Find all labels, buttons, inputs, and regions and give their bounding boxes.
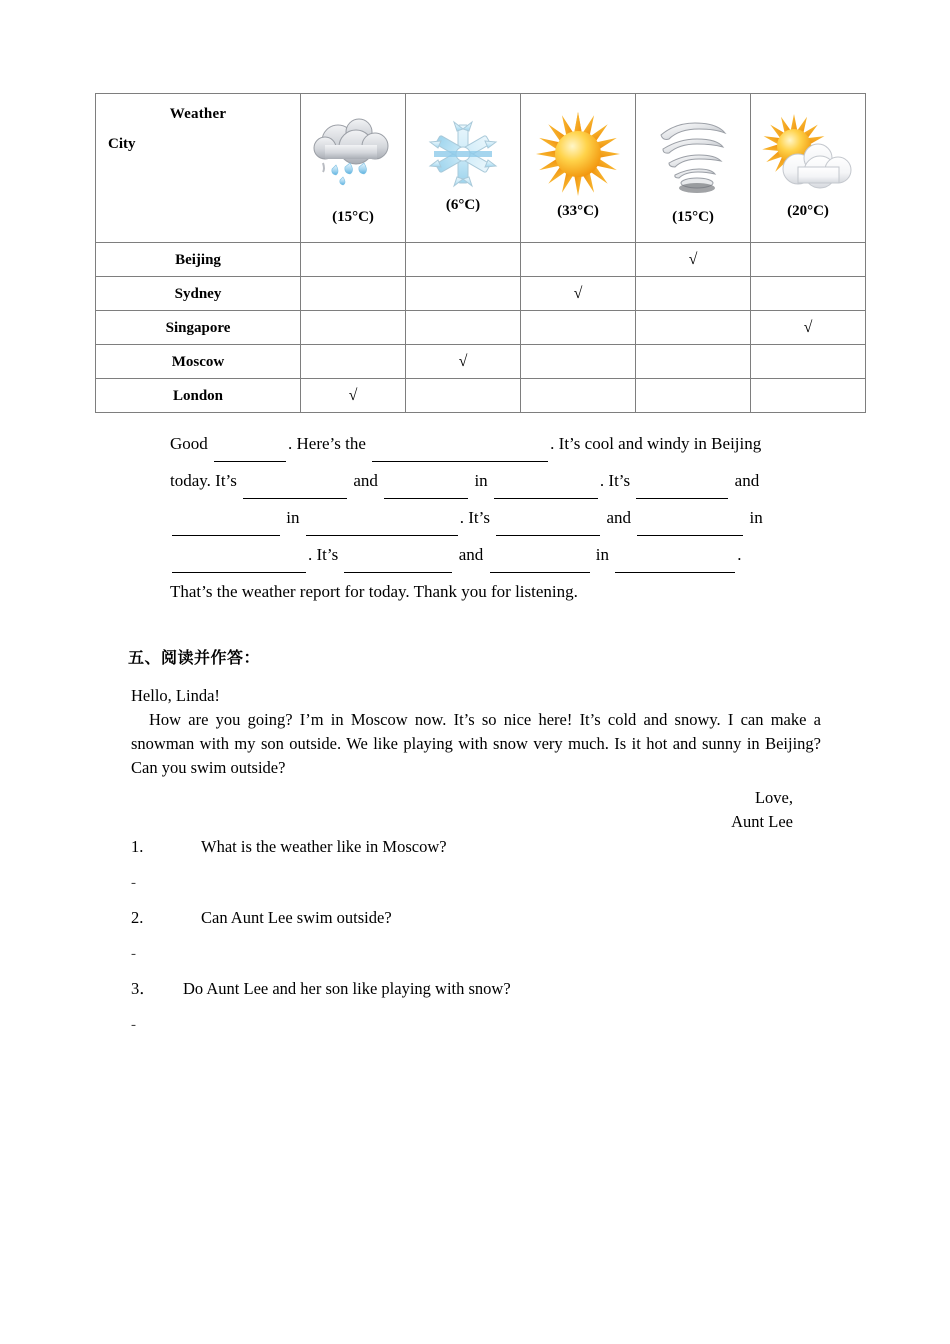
mark-cell-rain[interactable] <box>301 379 406 413</box>
answer-line-3[interactable]: - <box>131 1017 136 1033</box>
blank-field[interactable] <box>636 483 728 499</box>
check-mark: √ <box>458 352 468 370</box>
city-name-cell <box>96 345 301 379</box>
city-label: Sydney <box>174 285 222 302</box>
question-text: What is the weather like in Moscow? <box>201 837 447 856</box>
blank-field[interactable] <box>172 520 280 536</box>
cloze-text: . It’s <box>308 545 339 564</box>
answer-line-1[interactable]: - <box>131 875 136 891</box>
question-text: Do Aunt Lee and her son like playing with snow? <box>183 979 511 998</box>
weather-column-snow <box>406 94 521 243</box>
mark-cell-wind[interactable] <box>636 345 751 379</box>
letter-signoff: Love, <box>754 788 793 807</box>
mark-cell-snow[interactable] <box>406 345 521 379</box>
mark-cell-sun-cloud[interactable] <box>751 345 866 379</box>
mark-cell-snow[interactable] <box>406 311 521 345</box>
mark-cell-sun-cloud[interactable] <box>751 243 866 277</box>
city-name-cell <box>96 311 301 345</box>
cloze-line-2 <box>170 462 818 499</box>
letter-signature <box>131 786 821 834</box>
weather-table-container <box>95 93 865 413</box>
blank-field[interactable] <box>490 557 590 573</box>
question-list <box>131 835 831 1048</box>
question-item-2 <box>131 906 831 942</box>
cloze-text: and <box>734 471 760 490</box>
blank-field[interactable] <box>637 520 743 536</box>
cloze-line-1 <box>170 425 818 462</box>
letter-signer-name: Aunt Lee <box>731 812 793 831</box>
weather-column-rain <box>301 94 406 243</box>
table-row <box>96 311 866 345</box>
cloze-text: . <box>737 545 742 564</box>
check-mark: √ <box>348 386 358 404</box>
cloze-text: in <box>749 508 763 527</box>
reading-passage <box>131 684 821 780</box>
table-row <box>96 277 866 311</box>
sun-icon <box>521 108 635 200</box>
mark-cell-sun[interactable] <box>521 345 636 379</box>
weather-column-sun <box>521 94 636 243</box>
mark-cell-rain[interactable] <box>301 345 406 379</box>
question-item-3 <box>131 977 831 1013</box>
mark-cell-sun-cloud[interactable] <box>751 379 866 413</box>
blank-field[interactable] <box>496 520 600 536</box>
check-mark: √ <box>573 284 583 302</box>
cloze-closing-line: That’s the weather report for today. Thank you for listening. <box>170 582 578 601</box>
weather-report-cloze <box>170 425 818 610</box>
section-heading-five: 五、阅读并作答： <box>128 648 261 667</box>
table-row <box>96 243 866 277</box>
cloze-text: in <box>286 508 300 527</box>
city-header-label: City <box>108 136 136 152</box>
weather-header-label: Weather <box>169 106 227 122</box>
cloze-text: and <box>353 471 378 490</box>
temperature-label: (15°C) <box>672 209 714 225</box>
temperature-label: (20°C) <box>787 203 829 219</box>
mark-cell-wind[interactable] <box>636 311 751 345</box>
cloze-text: today. It’s <box>170 471 237 490</box>
blank-field[interactable] <box>615 557 735 573</box>
mark-cell-sun-cloud[interactable] <box>751 311 866 345</box>
cloze-text: . Here’s the <box>288 434 366 453</box>
sun-behind-cloud-icon <box>751 108 865 200</box>
question-item-1 <box>131 835 831 871</box>
question-text: Can Aunt Lee swim outside? <box>201 908 392 927</box>
temperature-label: (33°C) <box>557 203 599 219</box>
cloze-text: and <box>606 508 632 527</box>
mark-cell-sun[interactable] <box>521 311 636 345</box>
city-name-cell <box>96 243 301 277</box>
mark-cell-snow[interactable] <box>406 277 521 311</box>
mark-cell-wind[interactable] <box>636 277 751 311</box>
table-header-row <box>96 94 866 243</box>
blank-field[interactable] <box>243 483 347 499</box>
letter-body: How are you going? I’m in Moscow now. It’s so nice here! It’s cold and snowy. I can make a snowman with my son outside. We like playing with snow very much. Is it hot and sunny in Beijing? Can you swim outside? <box>131 710 821 777</box>
temperature-label: (15°C) <box>332 209 374 225</box>
city-name-cell <box>96 277 301 311</box>
cloze-text: in <box>595 545 610 564</box>
blank-field[interactable] <box>172 557 306 573</box>
cloze-text: in <box>474 471 488 490</box>
city-label: Moscow <box>171 353 225 370</box>
mark-cell-sun[interactable] <box>521 277 636 311</box>
rain-cloud-icon <box>301 108 405 200</box>
mark-cell-rain[interactable] <box>301 243 406 277</box>
mark-cell-sun-cloud[interactable] <box>751 277 866 311</box>
snowflake-icon <box>406 108 520 200</box>
blank-field[interactable] <box>384 483 468 499</box>
weather-column-wind <box>636 94 751 243</box>
blank-field[interactable] <box>214 446 286 462</box>
cloze-text: . It’s <box>459 508 490 527</box>
mark-cell-rain[interactable] <box>301 311 406 345</box>
cloze-text: . It’s cool and windy in Beijing <box>550 434 762 453</box>
cloze-line-4 <box>170 536 818 573</box>
mark-cell-snow[interactable] <box>406 243 521 277</box>
temperature-label: (6°C) <box>445 197 481 213</box>
weather-table <box>95 93 866 413</box>
table-row <box>96 379 866 413</box>
question-number: 3． <box>131 979 156 998</box>
check-mark: √ <box>803 318 813 336</box>
mark-cell-wind[interactable] <box>636 379 751 413</box>
blank-field[interactable] <box>372 446 548 462</box>
mark-cell-wind[interactable] <box>636 243 751 277</box>
city-label: Singapore <box>165 319 231 336</box>
blank-field[interactable] <box>494 483 598 499</box>
wind-swirl-icon <box>636 108 750 200</box>
mark-cell-sun[interactable] <box>521 379 636 413</box>
cloze-text: and <box>458 545 484 564</box>
check-mark: √ <box>688 250 698 268</box>
city-label: London <box>172 387 224 404</box>
table-row <box>96 345 866 379</box>
mark-cell-snow[interactable] <box>406 379 521 413</box>
answer-line-2[interactable]: - <box>131 946 136 962</box>
cloze-text: Good <box>170 434 208 453</box>
cloze-text: . It’s <box>599 471 631 490</box>
letter-greeting: Hello, Linda! <box>131 686 220 705</box>
city-name-cell <box>96 379 301 413</box>
corner-header-cell <box>96 94 301 243</box>
mark-cell-rain[interactable] <box>301 277 406 311</box>
blank-field[interactable] <box>306 520 458 536</box>
city-label: Beijing <box>175 251 221 268</box>
question-number: 2. <box>131 908 144 927</box>
blank-field[interactable] <box>344 557 452 573</box>
mark-cell-sun[interactable] <box>521 243 636 277</box>
cloze-line-3 <box>170 499 818 536</box>
question-number: 1. <box>131 837 144 856</box>
weather-column-sun-cloud <box>751 94 866 243</box>
